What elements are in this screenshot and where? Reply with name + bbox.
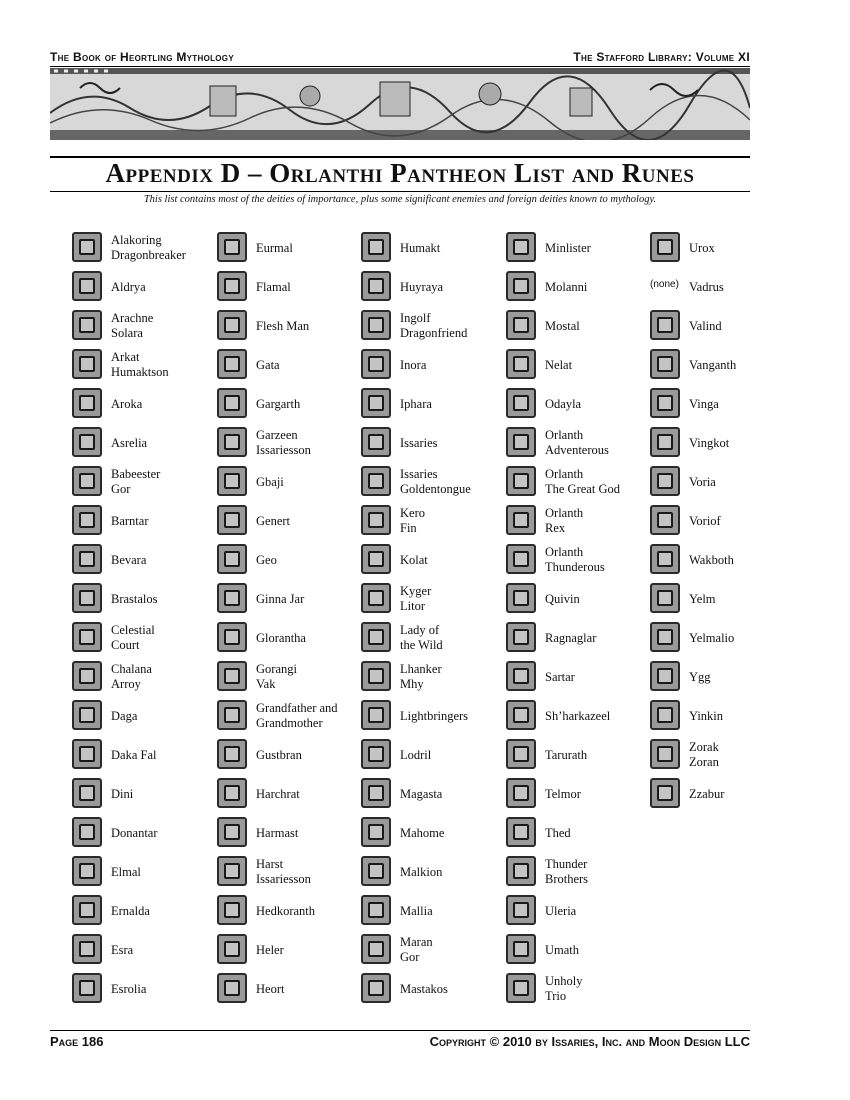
deity-name: Lodril	[400, 747, 432, 762]
rune-icon	[72, 661, 102, 691]
deity-entry	[506, 776, 651, 815]
rune-icon	[361, 895, 391, 925]
deity-entry	[506, 425, 651, 464]
deity-entry	[217, 503, 362, 542]
deity-name: Babeester Gor	[111, 467, 161, 496]
deity-entry	[361, 698, 506, 737]
header-rule	[50, 66, 750, 67]
rune-icon	[506, 583, 536, 613]
rune-icon	[72, 427, 102, 457]
deity-name: Huyraya	[400, 279, 444, 294]
deity-name: Odayla	[545, 396, 582, 411]
deity-name: Vingkot	[689, 435, 730, 450]
deity-entry	[72, 971, 217, 1010]
deity-entry	[217, 698, 362, 737]
rune-icon	[650, 310, 680, 340]
rune-icon	[650, 466, 680, 496]
rune-icon	[72, 622, 102, 652]
deity-name: Urox	[689, 240, 715, 255]
deity-name: Geo	[256, 552, 277, 567]
deity-name: Zzabur	[689, 786, 725, 801]
deity-name: Dini	[111, 786, 134, 801]
deity-entry	[650, 386, 795, 425]
deity-name: Minlister	[545, 240, 591, 255]
deity-entry	[72, 386, 217, 425]
deity-name: Chalana Arroy	[111, 662, 152, 691]
deity-entry	[506, 581, 651, 620]
rune-icon	[361, 661, 391, 691]
deity-entry	[361, 425, 506, 464]
rune-icon	[650, 349, 680, 379]
rune-icon	[72, 739, 102, 769]
deity-entry	[650, 269, 795, 308]
deity-name: Flamal	[256, 279, 291, 294]
deity-entry	[217, 347, 362, 386]
rune-icon	[72, 973, 102, 1003]
rune-icon	[72, 466, 102, 496]
deity-entry	[650, 503, 795, 542]
deity-entry	[72, 308, 217, 347]
deity-entry	[217, 581, 362, 620]
deity-entry	[506, 659, 651, 698]
deity-name: Mahome	[400, 825, 445, 840]
rune-icon	[72, 310, 102, 340]
footer-rule	[50, 1030, 750, 1031]
deity-entry	[217, 893, 362, 932]
deity-name: Daga	[111, 708, 138, 723]
deity-name: Sh’harkazeel	[545, 708, 611, 723]
rune-icon	[217, 856, 247, 886]
deity-name: Valind	[689, 318, 722, 333]
deity-entry	[361, 971, 506, 1010]
rune-icon	[72, 700, 102, 730]
rune-icon	[506, 895, 536, 925]
rune-icon	[217, 622, 247, 652]
rune-icon	[361, 427, 391, 457]
rune-icon	[72, 817, 102, 847]
deity-entry	[506, 503, 651, 542]
deity-entry	[217, 932, 362, 971]
rune-icon	[650, 544, 680, 574]
rune-icon	[217, 895, 247, 925]
deity-entry	[506, 386, 651, 425]
book-title: The Book of Heortling Mythology	[50, 50, 234, 64]
rune-icon	[361, 700, 391, 730]
deity-name: Zorak Zoran	[689, 740, 719, 769]
page-title: Appendix D – Orlanthi Pantheon List and Runes	[105, 158, 695, 188]
deity-entry	[361, 269, 506, 308]
deity-entry	[72, 230, 217, 269]
deity-entry	[72, 776, 217, 815]
deity-entry	[361, 854, 506, 893]
deity-entry	[506, 893, 651, 932]
deity-name: Sartar	[545, 669, 575, 684]
deity-entry	[361, 464, 506, 503]
deity-name: Lightbringers	[400, 708, 469, 723]
deity-name: Molanni	[545, 279, 588, 294]
deity-name: Orlanth Rex	[545, 506, 584, 535]
deity-entry	[650, 776, 795, 815]
rune-icon	[506, 700, 536, 730]
rune-icon	[72, 934, 102, 964]
deity-entry	[361, 308, 506, 347]
deity-entry	[217, 971, 362, 1010]
deity-name: Yelm	[689, 591, 716, 606]
deity-name: Esra	[111, 942, 134, 957]
deity-name: Gbaji	[256, 474, 284, 489]
deity-entry	[506, 815, 651, 854]
deity-entry	[506, 932, 651, 971]
page-footer	[50, 1034, 750, 1052]
rune-icon	[217, 583, 247, 613]
deity-entry	[72, 464, 217, 503]
rune-icon	[506, 349, 536, 379]
deity-name: Asrelia	[111, 435, 148, 450]
deity-name: Vadrus	[689, 279, 724, 294]
deity-name: Donantar	[111, 825, 158, 840]
rune-icon	[72, 856, 102, 886]
deity-entry	[506, 542, 651, 581]
rune-icon	[361, 778, 391, 808]
deity-name: Yinkin	[689, 708, 724, 723]
rune-icon	[217, 310, 247, 340]
rune-icon	[650, 583, 680, 613]
rune-icon	[361, 349, 391, 379]
rune-icon	[217, 427, 247, 457]
rune-icon	[506, 622, 536, 652]
deity-name: Genert	[256, 513, 291, 528]
rune-icon	[361, 310, 391, 340]
deity-entry	[217, 425, 362, 464]
deity-entry	[506, 269, 651, 308]
deity-entry	[72, 425, 217, 464]
deity-entry	[217, 308, 362, 347]
deity-name: Maran Gor	[400, 935, 433, 964]
deity-name: Mostal	[545, 318, 580, 333]
deity-name: Voriof	[689, 513, 721, 528]
deity-name: Ingolf Dragonfriend	[400, 311, 468, 340]
deity-entry	[650, 425, 795, 464]
deity-entry	[72, 503, 217, 542]
deity-name: Magasta	[400, 786, 443, 801]
rune-icon	[361, 505, 391, 535]
rune-icon	[361, 739, 391, 769]
deity-name: Ragnaglar	[545, 630, 597, 645]
deity-name: Esrolia	[111, 981, 147, 996]
deity-name: Aldrya	[111, 279, 146, 294]
deity-entry	[72, 659, 217, 698]
deity-entry	[650, 698, 795, 737]
rune-icon	[506, 856, 536, 886]
page-number: Page 186	[50, 1034, 104, 1049]
deity-name: Thed	[545, 825, 571, 840]
deity-name: Garzeen Issariesson	[256, 428, 311, 457]
deity-entry	[72, 854, 217, 893]
deity-name: Daka Fal	[111, 747, 157, 762]
deity-name: Bevara	[111, 552, 147, 567]
deity-entry	[650, 620, 795, 659]
deity-entry	[72, 620, 217, 659]
rune-icon	[506, 466, 536, 496]
rune-icon	[72, 349, 102, 379]
rune-icon	[506, 973, 536, 1003]
rune-icon	[361, 622, 391, 652]
rune-icon	[361, 544, 391, 574]
deity-name: Gustbran	[256, 747, 302, 762]
deity-entry	[361, 503, 506, 542]
deity-entry	[361, 620, 506, 659]
running-header	[50, 50, 750, 66]
rune-icon	[361, 817, 391, 847]
pantheon-grid	[72, 230, 762, 1010]
deity-name: Eurmal	[256, 240, 293, 255]
deity-entry	[217, 737, 362, 776]
deity-entry	[72, 542, 217, 581]
deity-name: Barntar	[111, 513, 149, 528]
rune-icon	[217, 973, 247, 1003]
deity-entry	[506, 971, 651, 1010]
rune-icon	[217, 739, 247, 769]
deity-entry	[72, 269, 217, 308]
deity-entry	[650, 581, 795, 620]
deity-entry	[506, 698, 651, 737]
rune-icon	[506, 271, 536, 301]
deity-entry	[506, 464, 651, 503]
deity-entry	[506, 230, 651, 269]
deity-entry	[506, 308, 651, 347]
deity-name: Quivin	[545, 591, 580, 606]
deity-name: Harmast	[256, 825, 299, 840]
deity-entry	[361, 659, 506, 698]
no-rune-label: (none)	[650, 279, 679, 290]
deity-entry	[72, 737, 217, 776]
rune-icon	[506, 310, 536, 340]
deity-name: Thunder Brothers	[545, 857, 589, 886]
rune-icon	[217, 661, 247, 691]
rune-icon	[506, 661, 536, 691]
rune-icon	[650, 427, 680, 457]
deity-entry	[217, 659, 362, 698]
deity-name: Mallia	[400, 903, 433, 918]
deity-name: Gorangi Vak	[256, 662, 297, 691]
rune-icon	[361, 934, 391, 964]
rune-icon	[650, 661, 680, 691]
deity-name: Iphara	[400, 396, 432, 411]
deity-name: Elmal	[111, 864, 141, 879]
rune-icon	[506, 817, 536, 847]
rune-icon	[217, 934, 247, 964]
copyright: Copyright © 2010 by Issaries, Inc. and Moon Design LLC	[429, 1034, 750, 1049]
deity-name: Arkat Humaktson	[111, 350, 169, 379]
deity-entry	[361, 893, 506, 932]
deity-name: Malkion	[400, 864, 443, 879]
rune-icon	[361, 856, 391, 886]
deity-entry	[650, 737, 795, 776]
rune-icon	[650, 622, 680, 652]
deity-entry	[72, 932, 217, 971]
rune-icon	[361, 583, 391, 613]
rune-icon	[217, 544, 247, 574]
rune-icon	[217, 817, 247, 847]
decorative-banner	[50, 68, 750, 140]
deity-name: Hedkoranth	[256, 903, 316, 918]
deity-entry	[72, 347, 217, 386]
rune-icon	[217, 505, 247, 535]
deity-name: Ygg	[689, 669, 711, 684]
deity-name: Alakoring Dragonbreaker	[111, 233, 186, 262]
deity-entry	[217, 854, 362, 893]
deity-name: Unholy Trio	[545, 974, 583, 1003]
rune-icon	[506, 232, 536, 262]
deity-name: Issaries Goldentongue	[400, 467, 471, 496]
deity-name: Kolat	[400, 552, 428, 567]
deity-name: Lady of the Wild	[400, 623, 443, 652]
rune-icon	[361, 388, 391, 418]
deity-name: Celestial Court	[111, 623, 155, 652]
deity-name: Nelat	[545, 357, 573, 372]
deity-entry	[361, 542, 506, 581]
deity-entry	[217, 620, 362, 659]
rune-icon	[650, 739, 680, 769]
deity-entry	[650, 542, 795, 581]
deity-name: Uleria	[545, 903, 577, 918]
deity-name: Kyger Litor	[400, 584, 432, 613]
rune-icon	[72, 388, 102, 418]
rune-icon	[217, 388, 247, 418]
rune-icon	[506, 739, 536, 769]
deity-entry	[506, 620, 651, 659]
rune-icon	[217, 232, 247, 262]
deity-name: Harst Issariesson	[256, 857, 311, 886]
rune-icon	[361, 466, 391, 496]
deity-entry	[72, 581, 217, 620]
deity-name: Gargarth	[256, 396, 301, 411]
deity-name: Vanganth	[689, 357, 737, 372]
title-rule-bottom	[50, 191, 750, 192]
library-volume: The Stafford Library: Volume XI	[573, 50, 750, 64]
deity-name: Humakt	[400, 240, 441, 255]
deity-entry	[650, 464, 795, 503]
deity-name: Harchrat	[256, 786, 300, 801]
deity-entry	[217, 230, 362, 269]
rune-icon	[217, 349, 247, 379]
deity-entry	[217, 464, 362, 503]
deity-entry	[72, 893, 217, 932]
rune-icon	[72, 778, 102, 808]
deity-name: Grandfather and Grandmother	[256, 701, 338, 730]
rune-icon	[217, 778, 247, 808]
deity-entry	[650, 230, 795, 269]
rune-icon	[506, 778, 536, 808]
deity-name: Umath	[545, 942, 580, 957]
rune-icon	[650, 388, 680, 418]
rune-icon	[506, 934, 536, 964]
deity-entry	[72, 815, 217, 854]
rune-icon	[650, 232, 680, 262]
deity-entry	[506, 854, 651, 893]
deity-name: Vinga	[689, 396, 719, 411]
deity-entry	[650, 659, 795, 698]
deity-entry	[217, 776, 362, 815]
deity-name: Heler	[256, 942, 284, 957]
deity-entry	[506, 737, 651, 776]
deity-name: Wakboth	[689, 552, 734, 567]
rune-icon	[217, 466, 247, 496]
rune-icon	[506, 388, 536, 418]
deity-name: Heort	[256, 981, 285, 996]
rune-icon	[72, 544, 102, 574]
rune-icon	[650, 778, 680, 808]
deity-entry	[506, 347, 651, 386]
rune-icon	[72, 232, 102, 262]
deity-name: Inora	[400, 357, 427, 372]
deity-entry	[361, 776, 506, 815]
rune-icon	[361, 271, 391, 301]
deity-entry	[217, 542, 362, 581]
deity-name: Arachne Solara	[111, 311, 154, 340]
deity-entry	[650, 347, 795, 386]
rune-icon	[217, 271, 247, 301]
rune-icon	[361, 232, 391, 262]
deity-name: Aroka	[111, 396, 143, 411]
rune-icon	[506, 544, 536, 574]
deity-name: Voria	[689, 474, 716, 489]
page-subtitle: This list contains most of the deities of importance, plus some significant enemies and foreign deities known to mythology.	[143, 194, 657, 205]
deity-entry	[361, 230, 506, 269]
deity-name: Yelmalio	[689, 630, 735, 645]
deity-entry	[72, 698, 217, 737]
deity-entry	[217, 815, 362, 854]
deity-name: Brastalos	[111, 591, 158, 606]
rune-icon	[72, 505, 102, 535]
deity-name: Issaries	[400, 435, 438, 450]
deity-entry	[217, 269, 362, 308]
deity-name: Ginna Jar	[256, 591, 305, 606]
deity-entry	[361, 581, 506, 620]
rune-icon	[72, 583, 102, 613]
deity-name: Orlanth Adventerous	[545, 428, 609, 457]
deity-name: Glorantha	[256, 630, 306, 645]
deity-name: Telmor	[545, 786, 581, 801]
deity-name: Orlanth Thunderous	[545, 545, 605, 574]
deity-name: Kero Fin	[400, 506, 425, 535]
deity-name: Ernalda	[111, 903, 150, 918]
rune-icon	[506, 505, 536, 535]
deity-entry	[361, 815, 506, 854]
rune-icon	[72, 895, 102, 925]
deity-name: Lhanker Mhy	[400, 662, 442, 691]
deity-entry	[650, 308, 795, 347]
rune-icon	[650, 700, 680, 730]
rune-icon	[72, 271, 102, 301]
deity-name: Tarurath	[545, 747, 588, 762]
deity-name: Flesh Man	[256, 318, 310, 333]
deity-name: Orlanth The Great God	[545, 467, 620, 496]
deity-entry	[361, 932, 506, 971]
rune-icon	[506, 427, 536, 457]
deity-entry	[361, 347, 506, 386]
deity-entry	[361, 386, 506, 425]
deity-entry	[217, 386, 362, 425]
deity-name: Gata	[256, 357, 280, 372]
rune-icon	[217, 700, 247, 730]
rune-icon	[650, 505, 680, 535]
deity-name: Mastakos	[400, 981, 448, 996]
rune-icon	[361, 973, 391, 1003]
deity-entry	[361, 737, 506, 776]
